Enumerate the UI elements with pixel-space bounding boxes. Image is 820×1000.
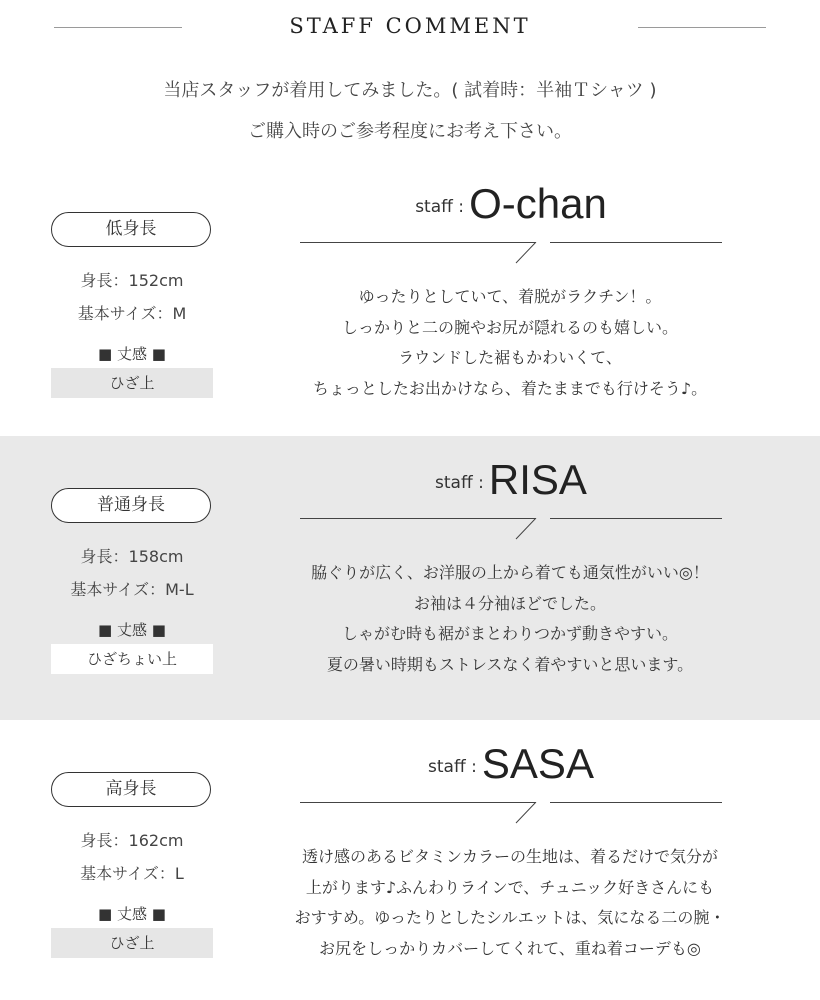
length-feel-value: ひざちょい上 [51, 644, 213, 674]
divider-left [300, 242, 536, 243]
comment-line: しっかりと二の腕やお尻が隠れるのも嬉しい。 [341, 317, 678, 337]
staff-comment [262, 842, 758, 964]
staff-comment-header [0, 0, 820, 160]
staff-heading [300, 180, 722, 228]
length-feel-label: ■ 丈感 ■ [98, 905, 166, 923]
comment-line: 脇ぐりが広く、お洋服の上から着ても通気性がいい◎！ [311, 563, 709, 582]
comment-line: お袖は４分袖ほどでした。 [413, 593, 606, 613]
staff-section-o-chan [0, 160, 820, 436]
divider-left [300, 802, 536, 803]
staff-heading [300, 740, 722, 788]
staff-prefix: staff : [428, 757, 477, 777]
staff-name: SASA [481, 740, 594, 787]
comment-line: しゃがむ時も裾がまとわりつかず動きやすい。 [341, 624, 678, 643]
divider-right [550, 242, 722, 243]
length-feel-value: ひざ上 [51, 928, 213, 958]
divider-slash-icon [514, 802, 538, 824]
staff-section-risa [0, 436, 820, 720]
divider-left [300, 518, 536, 519]
staff-size: 基本サイズ：L [80, 864, 184, 883]
divider-slash-icon [514, 242, 538, 264]
staff-prefix: staff : [435, 473, 484, 493]
staff-comment [262, 282, 758, 404]
length-feel-value: ひざ上 [51, 368, 213, 398]
divider-slash-icon [514, 518, 538, 540]
staff-heading [300, 456, 722, 504]
height-category-badge: 高身長 [51, 772, 211, 807]
divider-right [550, 802, 722, 803]
comment-line: ちょっとしたお出かけなら、着たままでも行けそう♪。 [312, 378, 708, 398]
divider-right [550, 518, 722, 519]
intro-line-1: 当店スタッフが着用してみました。( 試着時：半袖Ｔシャツ ) [163, 80, 657, 101]
staff-comment [262, 558, 758, 680]
staff-height: 身長：152cm [80, 271, 184, 290]
height-category-badge: 低身長 [51, 212, 211, 247]
length-feel-label: ■ 丈感 ■ [98, 345, 166, 363]
height-category-badge: 普通身長 [51, 488, 211, 523]
staff-prefix: staff : [415, 197, 464, 217]
staff-height: 身長：158cm [80, 547, 184, 566]
page-title: STAFF COMMENT [289, 14, 531, 38]
comment-line: ラウンドした裾もかわいくて、 [398, 348, 622, 367]
intro-line-2: ご購入時のご参考程度にお考え下さい。 [248, 121, 572, 142]
length-feel-label: ■ 丈感 ■ [98, 621, 166, 639]
header-rule-right [638, 27, 766, 28]
staff-name: RISA [488, 456, 587, 503]
staff-size: 基本サイズ：M-L [70, 580, 194, 599]
comment-line: おすすめ。ゆったりとしたシルエットは、気になる二の腕・ [294, 908, 726, 927]
comment-line: お尻をしっかりカバーしてくれて、重ね着コーデも◎ [319, 938, 701, 958]
comment-line: 透け感のあるビタミンカラーの生地は、着るだけで気分が [301, 847, 718, 866]
staff-size: 基本サイズ：M [77, 304, 187, 323]
staff-name: O-chan [469, 180, 607, 227]
comment-line: 上がります♪ふんわりラインで、チュニック好きさんにも [305, 877, 715, 897]
comment-line: ゆったりとしていて、着脱がラクチン！。 [358, 287, 662, 306]
staff-section-sasa [0, 720, 820, 1000]
staff-height: 身長：162cm [80, 831, 184, 850]
comment-line: 夏の暑い時期もストレスなく着やすいと思います。 [326, 654, 694, 674]
